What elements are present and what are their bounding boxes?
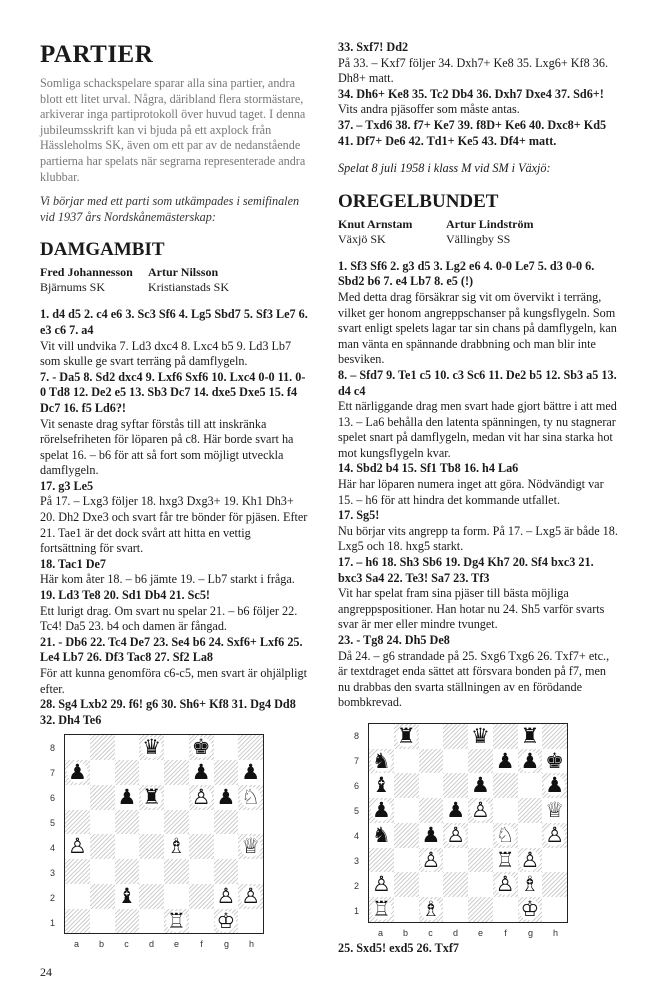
chess-piece-icon: ♞ bbox=[371, 748, 391, 773]
move-sequence: 8. – Sfd7 9. Te1 c5 10. c3 Sc6 11. De2 b5 12. Sb3 a5 13. d4 c4 bbox=[338, 367, 617, 398]
black-player-name: Artur Lindström bbox=[446, 216, 534, 231]
board-square bbox=[468, 897, 493, 922]
board-square bbox=[394, 897, 419, 922]
chess-piece-icon: ♖ bbox=[495, 847, 515, 872]
rank-label: 8 bbox=[354, 731, 360, 742]
board-square bbox=[238, 884, 263, 909]
right-column bbox=[338, 40, 618, 957]
board-square bbox=[542, 724, 567, 749]
move-sequence: 28. Sg4 Lxb2 29. f6! g6 30. Sh6+ Kf8 31. Dg4 Dd8 32. Dh4 Te6 bbox=[40, 697, 296, 727]
board-square bbox=[468, 724, 493, 749]
chess-piece-icon: ♟ bbox=[446, 798, 466, 823]
chess-piece-icon: ♚ bbox=[191, 735, 211, 760]
board-square bbox=[369, 872, 394, 897]
chess-piece-icon: ♟ bbox=[241, 760, 261, 784]
board-square bbox=[468, 848, 493, 873]
file-label: a bbox=[377, 927, 383, 938]
game-title: DAMGAMBIT bbox=[40, 239, 165, 261]
move-sequence: 17. – h6 18. Sh3 Sb6 19. Dg4 Kh7 20. Sf4 bxc3 21. bxc3 Sa4 22. Te3! Sa7 23. Tf3 bbox=[338, 555, 594, 585]
page-title: PARTIER bbox=[40, 41, 154, 68]
board-square bbox=[394, 773, 419, 798]
board-square bbox=[115, 909, 140, 934]
commentary: Här kom åter 18. – b6 jämte 19. – Lb7 starkt i fråga. bbox=[40, 572, 295, 587]
game-title: OREGELBUNDET bbox=[338, 190, 499, 212]
board-square bbox=[139, 735, 164, 760]
board-square bbox=[139, 760, 164, 785]
board-square bbox=[419, 773, 444, 798]
game-annotation-continued bbox=[338, 40, 618, 149]
chess-diagram bbox=[40, 728, 310, 958]
commentary: Ett närliggande drag men svart hade gjort bättre i att med 13. – La6 behålla den latenta spänningen, ty nu stagnerar spelet snart på damflygeln, medan vit har sina starka hot mot kungsflygeln kvar. bbox=[338, 399, 617, 460]
commentary: Vit senaste drag syftar förstås till att inskränka rörelsefriheten för löparen på c8. Här borde svart ha spelat 16. – b6 för att så fort som möjligt utveckla damflygeln. bbox=[40, 416, 294, 478]
chess-piece-icon: ♙ bbox=[520, 847, 540, 872]
chess-piece-icon: ♞ bbox=[371, 822, 391, 847]
lead-paragraph: Vi börjar med ett parti som utkämpades i semifinalen vid 1937 års Nordskånemästerskap: bbox=[40, 194, 300, 224]
board-square bbox=[115, 884, 140, 909]
game-annotation bbox=[338, 259, 618, 711]
chess-piece-icon: ♗ bbox=[421, 897, 441, 922]
chess-piece-icon: ♙ bbox=[241, 883, 261, 908]
board-square bbox=[164, 760, 189, 785]
board-square bbox=[65, 884, 90, 909]
chess-piece-icon: ♙ bbox=[470, 798, 490, 823]
file-label: h bbox=[248, 939, 254, 950]
board-square bbox=[369, 798, 394, 823]
chess-piece-icon: ♙ bbox=[421, 847, 441, 872]
board-square bbox=[542, 848, 567, 873]
board-square bbox=[164, 810, 189, 835]
board-square bbox=[394, 724, 419, 749]
board-square bbox=[394, 823, 419, 848]
commentary: Vit vill undvika 7. Ld3 dxc4 8. Lxc4 b5 9. Ld3 Lb7 som skulle ge svart terräng på damflygeln. bbox=[40, 338, 292, 369]
board-square bbox=[493, 749, 518, 774]
move-sequence: 33. Sxf7! Dd2 bbox=[338, 40, 409, 54]
players bbox=[338, 217, 618, 247]
board-square bbox=[65, 785, 90, 810]
board-square bbox=[90, 785, 115, 810]
rank-label: 7 bbox=[50, 767, 56, 778]
board-square bbox=[238, 735, 263, 760]
board-square bbox=[90, 735, 115, 760]
rank-label: 1 bbox=[354, 906, 360, 917]
chess-piece-icon: ♟ bbox=[216, 784, 236, 809]
black-player-name: Artur Nilsson bbox=[148, 265, 219, 280]
board-square bbox=[238, 909, 263, 934]
chess-piece-icon: ♟ bbox=[520, 748, 540, 773]
chess-piece-icon: ♟ bbox=[421, 822, 441, 847]
commentary: Vits andra pjäsoffer som måste antas. bbox=[338, 102, 520, 117]
rank-label: 4 bbox=[354, 831, 360, 842]
file-label: f bbox=[504, 927, 507, 938]
chess-piece-icon: ♟ bbox=[470, 773, 490, 798]
rank-label: 1 bbox=[50, 917, 56, 928]
board-square bbox=[214, 810, 239, 835]
chess-piece-icon: ♟ bbox=[545, 773, 565, 798]
board-square bbox=[189, 760, 214, 785]
board-square bbox=[394, 749, 419, 774]
board-square bbox=[65, 760, 90, 785]
intro-paragraph: Somliga schackspelare sparar alla sina partier, andra blott ett litet urval. Några, däribland flera stormästare, arkiverar inga partiprotokoll över huvud taget. I denna jubileumsskrift kan vi bjuda på ett axplock från Hässleholms SK, även om ett par av de nedanstående partierna har spelats när segrarna representerade andra klubbar. bbox=[40, 76, 306, 184]
board-square bbox=[443, 724, 468, 749]
commentary: Här har löparen numera inget att göra. Nödvändigt var 15. – h6 för att hindra det kommande utfallet. bbox=[338, 477, 604, 507]
commentary: På 33. – Kxf7 följer 34. Dxh7+ Ke8 35. Lxg6+ Kf8 36. Dh8+ matt. bbox=[338, 55, 608, 86]
board-square bbox=[542, 897, 567, 922]
board-square bbox=[369, 724, 394, 749]
dateline: Spelat 8 juli 1958 i klass M vid SM i Växjö: bbox=[338, 161, 551, 176]
file-label: h bbox=[552, 927, 558, 938]
commentary: Då 24. – g6 strandade på 25. Sxg6 Txg6 26. Txf7+ etc., är textdraget enda sättet att försvara bonden på f7, men nu drabbas den svarta ställningen av en förödande bombkrevad. bbox=[338, 648, 610, 710]
board-square bbox=[65, 810, 90, 835]
board-square bbox=[419, 749, 444, 774]
board-square bbox=[468, 872, 493, 897]
board-square bbox=[238, 760, 263, 785]
board-square bbox=[542, 773, 567, 798]
file-label: d bbox=[148, 939, 154, 950]
board-square bbox=[518, 749, 543, 774]
board-square bbox=[139, 785, 164, 810]
game-annotation bbox=[40, 307, 310, 728]
move-sequence: 19. Ld3 Te8 20. Sd1 Db4 21. Sc5! bbox=[40, 588, 210, 603]
board-square bbox=[394, 848, 419, 873]
board-square bbox=[214, 735, 239, 760]
board-square bbox=[90, 909, 115, 934]
board-square bbox=[542, 872, 567, 897]
commentary: Nu börjar vits angrepp ta form. På 17. – Lxg5 är både 18. Lxg5 och 18. hxg5 starkt. bbox=[338, 523, 618, 554]
board-square bbox=[369, 897, 394, 922]
board-square bbox=[369, 848, 394, 873]
board-square bbox=[443, 872, 468, 897]
chess-piece-icon: ♙ bbox=[191, 784, 211, 809]
file-label: d bbox=[452, 927, 458, 938]
board-square bbox=[443, 848, 468, 873]
board-square bbox=[139, 909, 164, 934]
rank-label: 5 bbox=[354, 806, 360, 817]
black-player-club: Vällingby SS bbox=[446, 231, 511, 246]
chess-piece-icon: ♙ bbox=[545, 822, 565, 847]
move-sequence: 37. – Txd6 38. f7+ Ke7 39. f8D+ Ke6 40. Dxc8+ Kd5 41. Df7+ De6 42. Td1+ Ke5 43. Df4+ matt. bbox=[338, 117, 607, 148]
board-square bbox=[214, 884, 239, 909]
file-label: g bbox=[223, 939, 229, 950]
rank-label: 6 bbox=[50, 792, 56, 803]
chess-piece-icon: ♛ bbox=[470, 723, 490, 748]
board-square bbox=[65, 735, 90, 760]
board-square bbox=[394, 798, 419, 823]
move-sequence: 18. Tac1 De7 bbox=[40, 556, 107, 571]
board-square bbox=[518, 798, 543, 823]
board-square bbox=[443, 798, 468, 823]
chess-piece-icon: ♟ bbox=[495, 748, 515, 773]
board-square bbox=[139, 884, 164, 909]
board-square bbox=[369, 749, 394, 774]
left-column bbox=[40, 40, 310, 958]
board-square bbox=[115, 785, 140, 810]
file-label: f bbox=[200, 939, 203, 950]
chess-piece-icon: ♕ bbox=[241, 834, 261, 859]
commentary: Ett lurigt drag. Om svart nu spelar 21. – b6 följer 22. Tc4! Da5 23. b4 och damen är fångad. bbox=[40, 603, 298, 634]
file-label: b bbox=[402, 927, 408, 938]
board-square bbox=[238, 785, 263, 810]
board-square bbox=[189, 834, 214, 859]
rank-label: 2 bbox=[354, 881, 360, 892]
file-label: g bbox=[527, 927, 533, 938]
move-sequence: 14. Sbd2 b4 15. Sf1 Tb8 16. h4 La6 bbox=[338, 461, 519, 476]
file-label: e bbox=[477, 927, 483, 938]
chess-piece-icon: ♝ bbox=[117, 883, 137, 908]
chess-piece-icon: ♘ bbox=[241, 784, 261, 809]
chess-piece-icon: ♖ bbox=[371, 897, 391, 922]
board-square bbox=[542, 798, 567, 823]
page-number: 24 bbox=[40, 965, 52, 979]
chess-piece-icon: ♝ bbox=[371, 773, 391, 798]
board-square bbox=[90, 884, 115, 909]
board-square bbox=[139, 859, 164, 884]
file-label: c bbox=[124, 939, 129, 950]
board-square bbox=[115, 859, 140, 884]
board-square bbox=[139, 834, 164, 859]
chess-piece-icon: ♟ bbox=[117, 784, 137, 809]
move-sequence: 7. - Da5 8. Sd2 dxc4 9. Lxf6 Sxf6 10. Lxc4 0-0 11. 0-0 Td8 12. De2 e5 13. Sb3 Dc7 14. dxe5 Dxe5 15. f4 Dc7 16. f5 Ld6?! bbox=[40, 369, 306, 415]
board-square bbox=[518, 823, 543, 848]
chessboard bbox=[64, 734, 264, 934]
board-square bbox=[419, 872, 444, 897]
chess-piece-icon: ♟ bbox=[67, 760, 87, 784]
board-square bbox=[493, 848, 518, 873]
board-square bbox=[139, 810, 164, 835]
chess-piece-icon: ♟ bbox=[191, 760, 211, 784]
board-square bbox=[493, 798, 518, 823]
move-sequence: 1. Sf3 Sf6 2. g3 d5 3. Lg2 e6 4. 0-0 Le7 5. d3 0-0 6. Sbd2 b6 7. e4 Lb7 8. e5 (!) bbox=[338, 258, 595, 289]
board-square bbox=[518, 897, 543, 922]
chess-piece-icon: ♛ bbox=[142, 735, 162, 760]
players bbox=[40, 265, 310, 295]
white-player-name: Fred Johannesson bbox=[40, 265, 133, 280]
commentary: Vit har spelat fram sina pjäser till bästa möjliga angreppspositioner. Han hotar nu 24. Sh5 varför svarts svar är mer eller mindre tvunget. bbox=[338, 586, 605, 632]
board-square bbox=[115, 810, 140, 835]
chess-piece-icon: ♜ bbox=[520, 723, 540, 748]
board-square bbox=[443, 749, 468, 774]
board-square bbox=[214, 909, 239, 934]
board-square bbox=[164, 834, 189, 859]
board-square bbox=[394, 872, 419, 897]
board-square bbox=[419, 897, 444, 922]
board-square bbox=[419, 823, 444, 848]
board-square bbox=[443, 897, 468, 922]
board-square bbox=[493, 724, 518, 749]
board-square bbox=[65, 859, 90, 884]
chessboard bbox=[368, 723, 568, 923]
board-square bbox=[238, 859, 263, 884]
rank-label: 3 bbox=[354, 856, 360, 867]
white-player-name: Knut Arnstam bbox=[338, 216, 413, 231]
board-square bbox=[493, 872, 518, 897]
white-player-club: Bjärnums SK bbox=[40, 280, 106, 295]
chess-piece-icon: ♜ bbox=[396, 723, 416, 748]
chess-diagram bbox=[338, 717, 618, 941]
board-square bbox=[443, 823, 468, 848]
board-square bbox=[419, 724, 444, 749]
board-square bbox=[164, 909, 189, 934]
rank-label: 6 bbox=[354, 781, 360, 792]
board-square bbox=[493, 897, 518, 922]
move-sequence: 23. - Tg8 24. Dh5 De8 bbox=[338, 633, 450, 647]
chess-piece-icon: ♟ bbox=[371, 798, 391, 823]
rank-label: 2 bbox=[50, 892, 56, 903]
board-square bbox=[65, 909, 90, 934]
board-square bbox=[189, 810, 214, 835]
board-square bbox=[518, 848, 543, 873]
board-square bbox=[468, 773, 493, 798]
board-square bbox=[493, 773, 518, 798]
chess-piece-icon: ♗ bbox=[166, 834, 186, 859]
board-square bbox=[115, 760, 140, 785]
file-label: b bbox=[98, 939, 104, 950]
chess-piece-icon: ♙ bbox=[216, 883, 236, 908]
board-square bbox=[468, 823, 493, 848]
board-square bbox=[164, 785, 189, 810]
board-square bbox=[369, 823, 394, 848]
move-sequence: 1. d4 d5 2. c4 e6 3. Sc3 Sf6 4. Lg5 Sbd7 5. Sf3 Le7 6. e3 c6 7. a4 bbox=[40, 307, 308, 337]
board-square bbox=[468, 798, 493, 823]
board-square bbox=[214, 760, 239, 785]
board-square bbox=[369, 773, 394, 798]
move-sequence: 17. Sg5! bbox=[338, 508, 380, 523]
chess-piece-icon: ♖ bbox=[166, 908, 186, 933]
chess-piece-icon: ♙ bbox=[446, 822, 466, 847]
chess-piece-icon: ♕ bbox=[545, 798, 565, 823]
board-square bbox=[468, 749, 493, 774]
commentary: För att kunna genomföra c6-c5, men svart är ohjälpligt efter. bbox=[40, 666, 308, 696]
chess-piece-icon: ♙ bbox=[371, 872, 391, 897]
board-square bbox=[90, 760, 115, 785]
board-square bbox=[164, 735, 189, 760]
board-square bbox=[518, 872, 543, 897]
rank-label: 3 bbox=[50, 867, 56, 878]
chess-piece-icon: ♗ bbox=[520, 872, 540, 897]
board-square bbox=[65, 834, 90, 859]
board-square bbox=[164, 884, 189, 909]
black-player-club: Kristianstads SK bbox=[148, 280, 229, 295]
move-sequence: 17. g3 Le5 bbox=[40, 478, 94, 493]
rank-label: 8 bbox=[50, 742, 56, 753]
board-square bbox=[214, 834, 239, 859]
board-square bbox=[189, 859, 214, 884]
commentary: På 17. – Lxg3 följer 18. hxg3 Dxg3+ 19. Kh1 Dh3+ 20. Dh2 Dxe3 och svart får tre bönder för pjäsen. Efter 21. Tae1 är det dock svårt att hitta en vettig fortsättning för svart. bbox=[40, 494, 308, 556]
board-square bbox=[90, 810, 115, 835]
move-sequence: 34. Dh6+ Ke8 35. Tc2 Db4 36. Dxh7 Dxe4 37. Sd6+! bbox=[338, 86, 604, 101]
chess-piece-icon: ♜ bbox=[142, 784, 162, 809]
chess-piece-icon: ♘ bbox=[495, 822, 515, 847]
board-square bbox=[164, 859, 189, 884]
move-sequence: 21. - Db6 22. Tc4 De7 23. Se4 b6 24. Sxf6+ Lxf6 25. Le4 Lb7 26. Df3 Tac8 27. Sf2 La8 bbox=[40, 634, 303, 665]
board-square bbox=[443, 773, 468, 798]
board-square bbox=[189, 735, 214, 760]
board-square bbox=[542, 749, 567, 774]
board-square bbox=[238, 810, 263, 835]
board-square bbox=[214, 859, 239, 884]
rank-label: 7 bbox=[354, 756, 360, 767]
board-square bbox=[419, 798, 444, 823]
board-square bbox=[115, 834, 140, 859]
board-square bbox=[493, 823, 518, 848]
chess-piece-icon: ♚ bbox=[545, 748, 565, 773]
board-square bbox=[189, 884, 214, 909]
board-square bbox=[189, 909, 214, 934]
final-moves: 25. Sxd5! exd5 26. Txf7 bbox=[338, 940, 459, 955]
rank-label: 4 bbox=[50, 842, 56, 853]
board-square bbox=[189, 785, 214, 810]
file-label: c bbox=[428, 927, 433, 938]
board-square bbox=[419, 848, 444, 873]
board-square bbox=[214, 785, 239, 810]
board-square bbox=[518, 773, 543, 798]
file-label: a bbox=[73, 939, 79, 950]
chess-piece-icon: ♔ bbox=[216, 908, 236, 933]
board-square bbox=[90, 834, 115, 859]
board-square bbox=[115, 735, 140, 760]
chess-piece-icon: ♔ bbox=[520, 897, 540, 922]
board-square bbox=[238, 834, 263, 859]
chess-piece-icon: ♙ bbox=[495, 872, 515, 897]
board-square bbox=[518, 724, 543, 749]
white-player-club: Växjö SK bbox=[338, 231, 386, 246]
board-square bbox=[542, 823, 567, 848]
board-square bbox=[90, 859, 115, 884]
chess-piece-icon: ♙ bbox=[67, 834, 87, 859]
file-label: e bbox=[173, 939, 179, 950]
commentary: Med detta drag försäkrar sig vit om övervikt i terräng, vilket ger honom angreppschanser på kungsflygeln. Som svart enligt spelets lagar tar sin chans på damflygeln, kan man vänta en spännande drabbning och man blir inte besviken. bbox=[338, 289, 617, 367]
rank-label: 5 bbox=[50, 817, 56, 828]
